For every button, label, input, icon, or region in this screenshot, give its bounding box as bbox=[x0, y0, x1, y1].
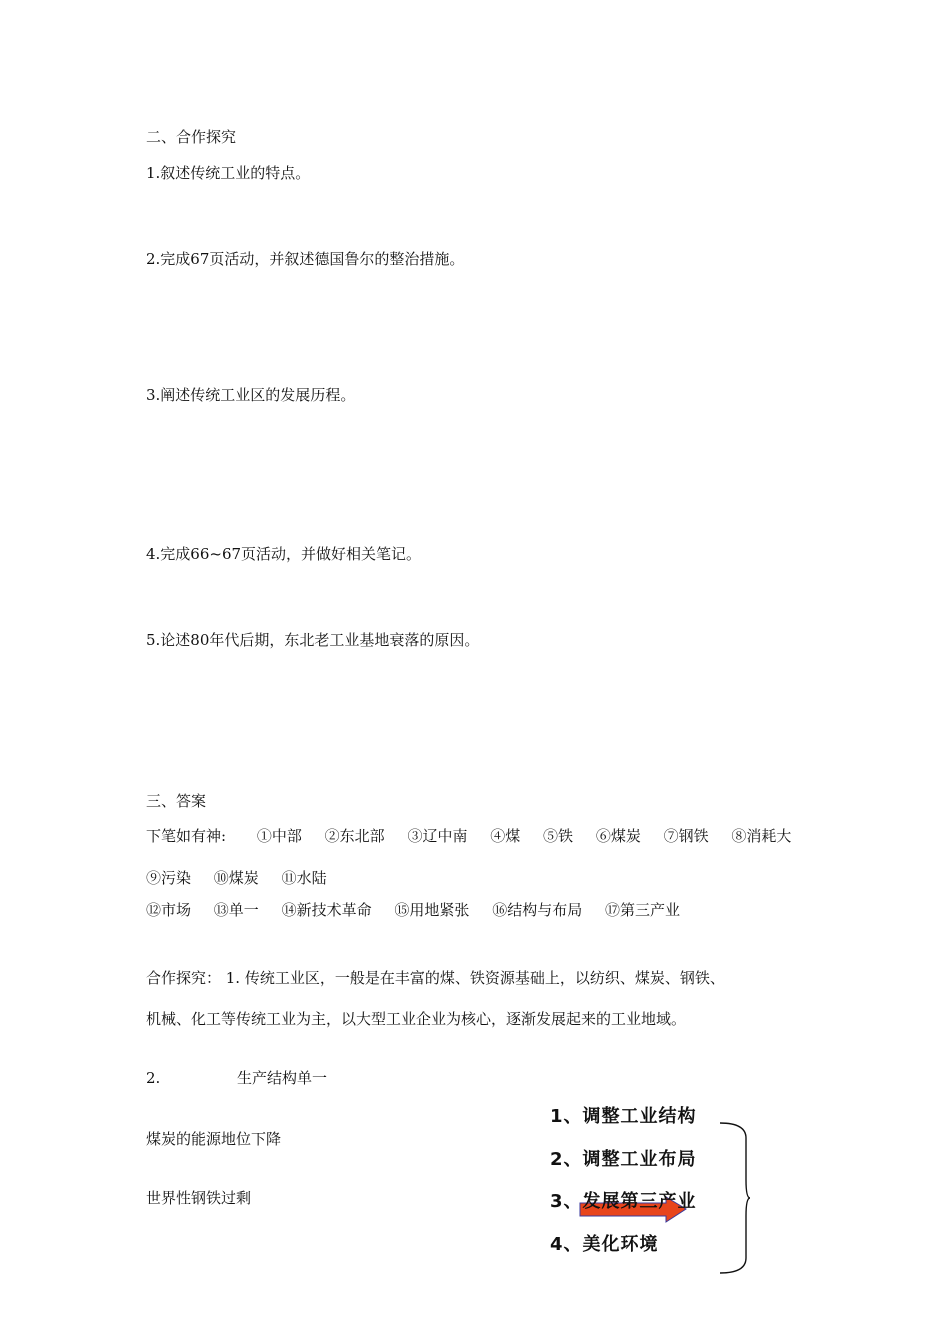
answer-item: ①中部 bbox=[256, 827, 302, 845]
answer-row-1 bbox=[146, 826, 791, 846]
section-heading-answers: 三、答案 bbox=[146, 792, 207, 810]
xiabi-label: 下笔如有神: bbox=[146, 827, 227, 845]
answer-item: ⑧消耗大 bbox=[731, 827, 792, 845]
cause-coal: 煤炭的能源地位下降 bbox=[146, 1130, 282, 1148]
question-4: 4.完成66~67页活动，并做好相关笔记。 bbox=[146, 545, 422, 563]
cause-steel: 世界性钢铁过剩 bbox=[146, 1189, 252, 1207]
right-brace-icon bbox=[710, 1118, 760, 1278]
answer-item: ⑪水陆 bbox=[281, 869, 327, 887]
section-heading-hezuo: 二、合作探究 bbox=[146, 128, 237, 146]
answer-item: ⑭新技术革命 bbox=[281, 901, 372, 919]
answer-item: ⑫市场 bbox=[146, 901, 192, 919]
answer-item: ⑬单一 bbox=[213, 901, 259, 919]
answer-item: ⑤铁 bbox=[543, 827, 574, 845]
answer-item: ⑨污染 bbox=[146, 869, 192, 887]
measure-1: 1、调整工业结构 bbox=[550, 1106, 697, 1127]
question-2: 2.完成67页活动，并叙述德国鲁尔的整治措施。 bbox=[146, 250, 465, 268]
answer-item: ⑥煤炭 bbox=[595, 827, 641, 845]
answer-item: ⑯结构与布局 bbox=[492, 901, 583, 919]
measure-2: 2、调整工业布局 bbox=[550, 1149, 697, 1170]
hezuo-answer-line-2: 机械、化工等传统工业为主，以大型工业企业为核心，逐渐发展起来的工业地域。 bbox=[146, 1010, 687, 1028]
measure-3: 3、发展第三产业 bbox=[550, 1191, 697, 1212]
question-1: 1.叙述传统工业的特点。 bbox=[146, 164, 311, 182]
answer-item: ⑮用地紧张 bbox=[394, 901, 470, 919]
item-2-text: 生产结构单一 bbox=[237, 1069, 328, 1087]
answer-item: ④煤 bbox=[490, 827, 521, 845]
answer-item: ⑩煤炭 bbox=[213, 869, 259, 887]
answer-item: ③辽中南 bbox=[407, 827, 468, 845]
answer-item: ⑦钢铁 bbox=[663, 827, 709, 845]
hezuo-answer-line-1: 合作探究： 1. 传统工业区，一般是在丰富的煤、铁资源基础上，以纺织、煤炭、钢铁、 bbox=[146, 969, 725, 987]
answer-item: ②东北部 bbox=[324, 827, 385, 845]
question-5: 5.论述80年代后期，东北老工业基地衰落的原因。 bbox=[146, 631, 480, 649]
answer-row-3 bbox=[146, 900, 698, 920]
question-3: 3.阐述传统工业区的发展历程。 bbox=[146, 386, 356, 404]
answer-row-2 bbox=[146, 868, 345, 888]
item-2-number: 2. bbox=[146, 1069, 161, 1087]
answer-item: ⑰第三产业 bbox=[604, 901, 680, 919]
measure-4: 4、美化环境 bbox=[550, 1234, 659, 1255]
